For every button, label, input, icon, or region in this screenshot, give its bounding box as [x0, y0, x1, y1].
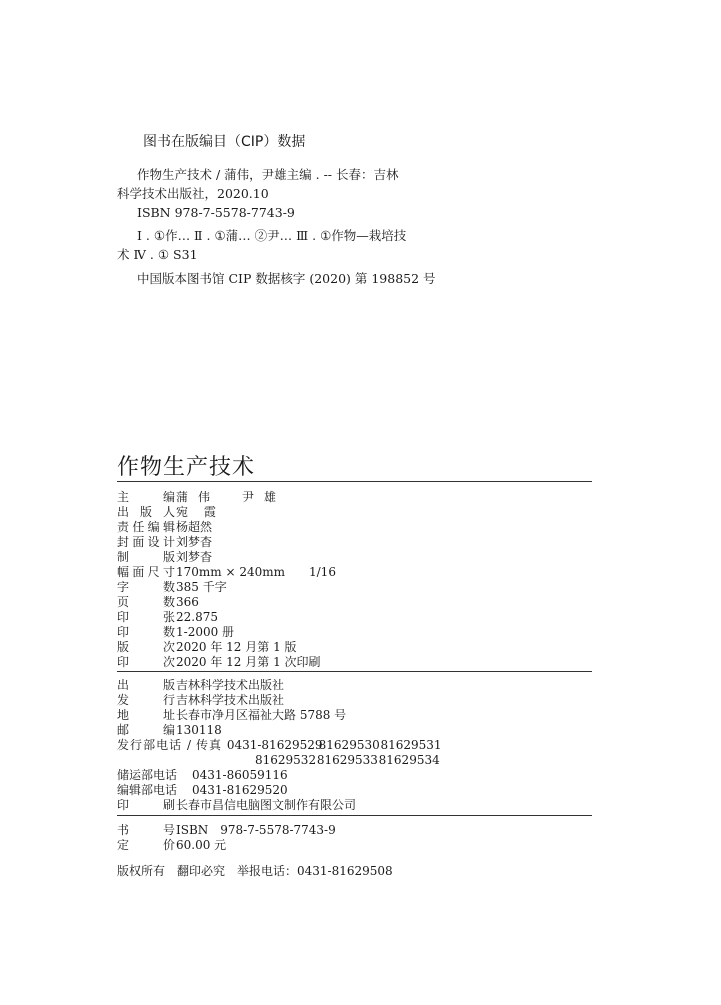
credit-row-responsible-editor: [117, 519, 212, 535]
storage-phone-row: [117, 767, 288, 783]
credit-value: 蒲伟 尹雄: [176, 490, 287, 504]
credit-row-impression: [117, 654, 321, 670]
price-row: [117, 837, 226, 853]
distributor-row: [117, 692, 284, 708]
postcode-value: 130118: [176, 723, 222, 737]
sales-phone-number: 81629530: [318, 738, 380, 752]
publisher-value: 吉林科学技术出版社: [176, 678, 285, 692]
postcode-label: 邮 编: [117, 723, 175, 737]
cip-line-verification: 中国版本图书馆 CIP 数据核字 (2020) 第 198852 号: [137, 271, 436, 286]
address-row: [117, 707, 346, 723]
credit-label: 页 数: [117, 595, 175, 609]
credit-row-plate: [117, 549, 212, 565]
cip-line-classification: Ⅰ . ①作… Ⅱ . ①蒲… ②尹… Ⅲ . ①作物—栽培技: [137, 228, 407, 243]
sales-phone-number: 0431-81629529: [226, 738, 323, 752]
sales-phone-label: 发行部电话 / 传真: [117, 738, 221, 752]
credit-value: 366: [176, 595, 199, 609]
title-divider: [117, 481, 592, 482]
editorial-phone-label: 编辑部电话: [117, 783, 178, 797]
credit-value: 170mm × 240mm 1/16: [176, 565, 336, 579]
printer-row: [117, 797, 356, 813]
credit-value: 1-2000 册: [176, 625, 235, 639]
sales-phone-number: 81629531: [380, 738, 442, 752]
sales-phone-number: 81629532: [255, 753, 317, 767]
isbn-value: ISBN 978-7-5578-7743-9: [176, 823, 336, 837]
isbn-row: [117, 822, 336, 838]
address-value: 长春市净月区福祉大路 5788 号: [176, 708, 347, 722]
editorial-phone-row: [117, 782, 288, 798]
credit-value: 2020 年 12 月第 1 次印刷: [176, 655, 321, 669]
price-value: 60.00 元: [176, 838, 227, 852]
credit-value: 刘梦杳: [176, 550, 213, 564]
credit-row-pages: [117, 594, 199, 610]
credit-value: 385 千字: [176, 580, 227, 594]
cip-line-classification-cont: 术 Ⅳ . ① S31: [117, 247, 198, 262]
credit-row-editor: [117, 489, 286, 505]
credit-value: 22.875: [176, 610, 218, 624]
sales-phone-number: 81629533: [316, 753, 378, 767]
sales-phone-row-2: [255, 752, 440, 768]
credits-divider: [117, 671, 592, 672]
credit-value: 2020 年 12 月第 1 版: [176, 640, 297, 654]
publisher-label: 出 版: [117, 678, 175, 692]
printer-label: 印 刷: [117, 798, 175, 812]
credit-label: 印 次: [117, 655, 175, 669]
publisher-row: [117, 677, 284, 693]
credit-value: 杨超然: [176, 520, 213, 534]
price-label: 定 价: [117, 838, 175, 852]
credit-label: 字 数: [117, 580, 175, 594]
sales-phone-number: 81629534: [378, 753, 440, 767]
credit-label: 幅面尺寸: [117, 565, 175, 579]
credit-row-format: [117, 564, 336, 580]
credit-label: 出 版 人: [117, 505, 175, 519]
book-title: 作物生产技术: [117, 455, 256, 480]
isbn-label: 书 号: [117, 823, 175, 837]
publisher-divider: [117, 815, 592, 816]
credit-row-publisher: [117, 504, 222, 520]
storage-phone-value: 0431-86059116: [192, 768, 288, 782]
cip-line-1: 作物生产技术 / 蒲伟，尹雄主编 . -- 长春：吉林: [137, 167, 399, 182]
credit-label: 印 数: [117, 625, 175, 639]
cip-line-2: 科学技术出版社，2020.10: [117, 186, 269, 201]
postcode-row: [117, 722, 222, 738]
credit-row-sheets: [117, 609, 218, 625]
sales-phone-row: [117, 737, 442, 753]
credit-row-edition: [117, 639, 297, 655]
distributor-value: 吉林科学技术出版社: [176, 693, 285, 707]
credit-label: 制 版: [117, 550, 175, 564]
copyright-footer: 版权所有 翻印必究 举报电话：0431-81629508: [117, 864, 393, 878]
cip-heading: 图书在版编目（CIP）数据: [143, 134, 306, 150]
credit-value: 刘梦杳: [176, 535, 213, 549]
credit-label: 责任编辑: [117, 520, 175, 534]
credit-label: 印 张: [117, 610, 175, 624]
address-label: 地 址: [117, 708, 175, 722]
distributor-label: 发 行: [117, 693, 175, 707]
cip-line-isbn: ISBN 978-7-5578-7743-9: [137, 205, 295, 220]
credit-label: 封面设计: [117, 535, 175, 549]
credit-row-word-count: [117, 579, 227, 595]
credit-label: 主 编: [117, 490, 175, 504]
storage-phone-label: 储运部电话: [117, 768, 178, 782]
printer-value: 长春市昌信电脑图文制作有限公司: [176, 798, 357, 812]
credit-value: 宛 霞: [176, 505, 222, 519]
credit-row-cover-design: [117, 534, 212, 550]
editorial-phone-value: 0431-81629520: [192, 783, 288, 797]
credit-label: 版 次: [117, 640, 175, 654]
credit-row-print-run: [117, 624, 234, 640]
